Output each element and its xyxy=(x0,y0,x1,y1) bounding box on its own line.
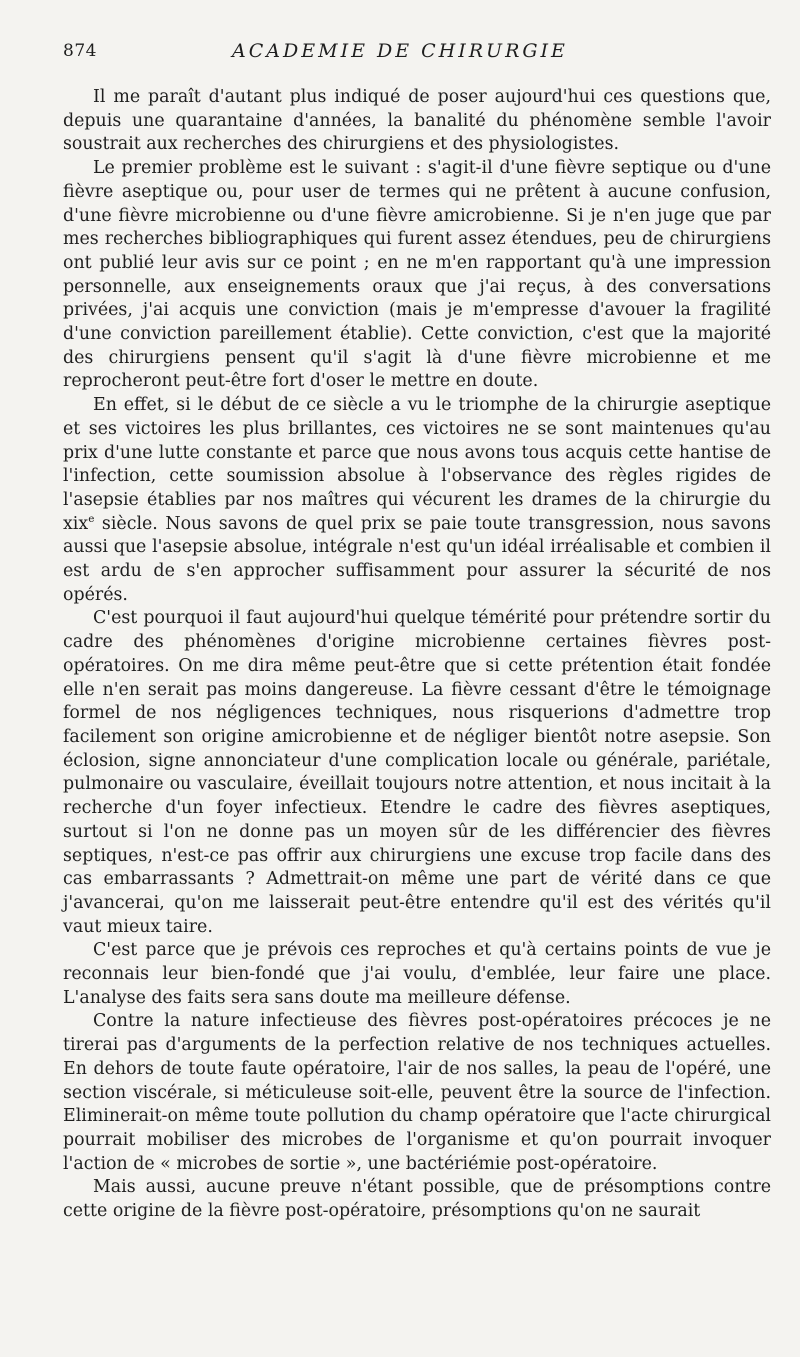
paragraph-6: Contre la nature infectieuse des fièvres post-opératoires précoces je ne tirerai pas d'arguments de la perfection relative de nos techniques actuelles. En dehors de toute faute opératoire, l'air de nos salles, la peau de l'opéré, une section viscérale, si méticuleuse soit-elle, peuvent être la source de l'infection. Eliminerait-on même toute pollution du champ opératoire que l'acte chirurgical pourrait mobiliser des microbes de l'organisme et qu'on pourrait invoquer l'action de « microbes de sortie », une bactériémie post-opératoire. xyxy=(63,1011,771,1174)
body-text xyxy=(63,86,771,1224)
century-superscript: e xyxy=(88,512,95,525)
paragraph-2: Le premier problème est le suivant : s'agit-il d'une fièvre septique ou d'une fièvre aseptique ou, pour user de termes qui ne prêtent à aucune confusion, d'une fièvre microbienne ou d'une fièvre amicrobienne. Si je n'en juge que par mes recherches bibliographiques qui furent assez étendues, peu de chirurgiens ont publié leur avis sur ce point ; en ne m'en rapportant qu'à une impression personnelle, aux enseignements oraux que j'ai reçus, à des conversations privées, j'ai acquis une conviction (mais je m'empresse d'avouer la fragilité d'une conviction pareillement établie). Cette conviction, c'est que la majorité des chirurgiens pensent qu'il s'agit là d'une fièvre microbienne et me reprocheront peut-être fort d'oser le mettre en doute. xyxy=(63,158,771,392)
page-number: 874 xyxy=(63,41,97,61)
paragraph-3-text: En effet, si le début de ce siècle a vu le triomphe de la chirurgie aseptique et ses victoires les plus brillantes, ces victoires ne se sont maintenues qu'au prix d'une lutte constante et parce que nous avons tous acquis cette hantise de l'infection, cette soumission absolue à l'observance des règles rigides de l'asepsie établies par nos maîtres qui vécurent les drames de la chirurgie du xix xyxy=(63,395,771,534)
paragraph-3-continuation: siècle. Nous savons de quel prix se paie toute transgression, nous savons aussi que l'asepsie absolue, intégrale n'est qu'un idéal irréalisable et combien il est ardu de s'en approcher suffisamment pour assurer la sécurité de nos opérés. xyxy=(63,513,771,605)
paragraph-4: C'est pourquoi il faut aujourd'hui quelque témérité pour prétendre sortir du cadre des phénomènes d'origine microbienne certaines fièvres post-opératoires. On me dira même peut-être que si cette prétention était fondée elle n'en serait pas moins dangereuse. La fièvre cessant d'être le témoignage formel de nos négligences techniques, nous risquerions d'admettre trop facilement son origine amicrobienne et de négliger bientôt notre asepsie. Son éclosion, signe annonciateur d'une complication locale ou générale, pariétale, pulmonaire ou vasculaire, éveillait toujours notre attention, et nous incitait à la recherche d'un foyer infectieux. Etendre le cadre des fièvres aseptiques, surtout si l'on ne donne pas un moyen sûr de les différencier des fièvres septiques, n'est-ce pas offrir aux chirurgiens une excuse trop facile dans des cas embarrassants ? Admettrait-on même une part de vérité dans ce que j'avancerai, qu'on me laisserait peut-être entendre qu'il est des vérités qu'il vaut mieux taire. xyxy=(63,608,771,937)
paragraph-7: Mais aussi, aucune preuve n'étant possible, que de présomptions contre cette origine de la fièvre post-opératoire, présomptions qu'on ne saurait xyxy=(63,1177,771,1222)
paragraph-5: C'est parce que je prévois ces reproches et qu'à certains points de vue je reconnais leur bien-fondé que j'ai voulu, d'emblée, leur faire une place. L'analyse des faits sera sans doute ma meilleure défense. xyxy=(63,940,771,1008)
paragraph-3 xyxy=(63,394,771,607)
running-title: ACADEMIE DE CHIRURGIE xyxy=(232,40,568,62)
paragraph-1: Il me paraît d'autant plus indiqué de poser aujourd'hui ces questions que, depuis une quarantaine d'années, la banalité du phénomène semble l'avoir soustrait aux recherches des chirurgiens et des physiologistes. xyxy=(63,87,771,155)
